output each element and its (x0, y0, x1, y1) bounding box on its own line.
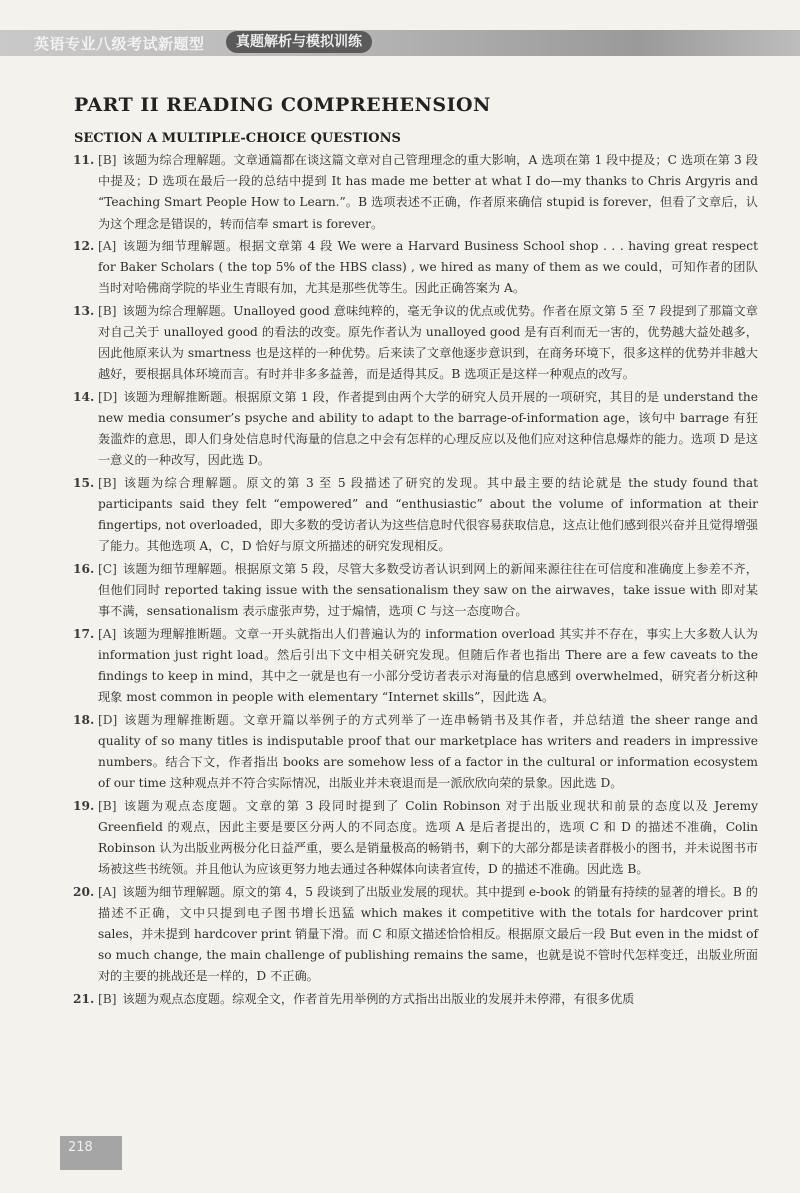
question-number: 15. (73, 475, 95, 490)
answer-key: [A] (98, 884, 117, 899)
explanation: 该题为理解推断题。文章一开头就指出人们普遍认为的 information overload 其实并不存在，事实上大多数人认为 information just right load。然后引出下文中相关研究发现。但随后作者也指出 There are a few caveats to the findings to keep in mind，其中之一就是也有一小部分受访者表示对海量的信息感到 overwhelmed，研究者分析这种现象 most common in people with elementary “Internet skills”，因此选 A。 (98, 626, 758, 705)
book-subtitle-tab: 真题解析与模拟训练 (226, 31, 372, 53)
question-number: 21. (73, 991, 95, 1006)
running-header (0, 0, 800, 70)
explanation: 该题为综合理解题。文章通篇都在谈这篇文章对自己管理理念的重大影响，A 选项在第 1 段中提及；C 选项在第 3 段中提及；D 选项在最后一段的总结中提到 It has made me better at what I do—my thanks to Chris Argyris and “Teaching Smart People How to Learn.”。B 选项表述不正确，作者原来确信 stupid is forever，但看了文章后，认为这个理念是错误的，转而信奉 smart is forever。 (98, 153, 758, 231)
answer-item-20 (74, 882, 758, 988)
answer-item-18 (74, 710, 758, 795)
explanation: 该题为综合理解题。Unalloyed good 意味纯粹的，毫无争议的优点或优势。作者在原文第 5 至 7 段提到了那篇文章对自己关于 unalloyed good 的看法的改变。原先作者认为 unalloyed good 是有百利而无一害的，优势越大益处越多，因此他原来认为 smartness 也是这样的一种优势。后来读了文章他逐步意识到，在商务环境下，很多这样的优势并非越大越好，要根据具体环境而言。有时并非多多益善，而是适得其反。B 选项正是这样一种观点的改写。 (98, 303, 758, 382)
explanation: 该题为理解推断题。根据原文第 1 段，作者提到由两个大学的研究人员开展的一项研究，其目的是 understand the new media consumer’s psyche and ability to adapt to the barrage-of-information age，该句中 barrage 有狂轰滥炸的意思，即人们身处信息时代海量的信息之中会有怎样的心理反应以及他们应对这种信息爆炸的能力。选项 D 是这一意义的一种改写，因此选 D。 (98, 389, 758, 468)
answer-item-19 (74, 796, 758, 881)
answer-key: [A] (98, 626, 117, 641)
answer-key: [A] (98, 239, 117, 253)
answer-item-21 (74, 989, 758, 1010)
answer-key: [B] (98, 991, 117, 1006)
question-number: 11. (73, 153, 95, 167)
question-number: 13. (73, 303, 95, 318)
question-number: 19. (73, 798, 95, 813)
book-title: 英语专业八级考试新题型 (34, 35, 205, 53)
answer-key: [B] (98, 798, 117, 813)
answer-key: [D] (98, 712, 118, 727)
answer-key: [B] (98, 475, 117, 490)
answer-key: [B] (98, 153, 117, 167)
answer-item-16 (74, 559, 758, 623)
explanation: 该题为综合理解题。原文的第 3 至 5 段描述了研究的发现。其中最主要的结论就是 the study found that participants said they felt “empowered” and “enthusiastic” about the volume of information at their fingertips, not overloaded，即大多数的受访者认为这些信息时代很容易获取信息，这点让他们感到很兴奋并且觉得增强了能力。其他选项 A，C，D 恰好与原文所描述的研究发现相反。 (98, 475, 758, 554)
question-number: 14. (73, 389, 95, 404)
answer-item-12 (74, 236, 758, 300)
answer-list (74, 150, 758, 1011)
answer-item-14 (74, 387, 758, 472)
answer-item-17 (74, 624, 758, 709)
question-number: 17. (73, 626, 95, 641)
answer-key: [B] (98, 303, 117, 318)
question-number: 12. (73, 239, 95, 253)
explanation: 该题为细节理解题。根据文章第 4 段 We were a Harvard Business School shop . . . having great respect for Baker Scholars ( the top 5% of the HBS class) , we hired as many of them as we could，可知作者的团队当时对哈佛商学院的毕业生青眼有加，尤其是那些优等生。因此正确答案为 A。 (98, 239, 758, 296)
explanation: 该题为观点态度题。文章的第 3 段同时提到了 Colin Robinson 对于出版业现状和前景的态度以及 Jeremy Greenfield 的观点，因此主要是要区分两人的不同态度。选项 A 是后者提出的，选项 C 和 D 的描述不准确，Colin Robinson 认为出版业两极分化日益严重，要么是销量极高的畅销书，剩下的大部分都是读者群极小的图书，并未说图书市场被这些书统领。并且他认为应该更努力地去通过各种媒体向读者宣传，D 的描述不准确。因此选 B。 (98, 798, 758, 877)
question-number: 20. (73, 884, 95, 899)
answer-key: [C] (98, 561, 117, 576)
part-title: PART II READING COMPREHENSION (74, 94, 491, 116)
explanation: 该题为细节理解题。原文的第 4，5 段谈到了出版业发展的现状。其中提到 e-book 的销量有持续的显著的增长。B 的描述不正确，文中只提到电子图书增长迅猛 which makes it competitive with the totals for hardcover print sales，并未提到 hardcover print 销量下滑。而 C 和原文描述恰恰相反。根据原文最后一段 But even in the midst of so much change, the main challenge of publishing remains the same，也就是说不管时代怎样变迁，出版业所面对的主要的挑战还是一样的，D 不正确。 (98, 884, 758, 984)
explanation: 该题为理解推断题。文章开篇以举例子的方式列举了一连串畅销书及其作者，并总结道 the sheer range and quality of so many titles is indisputable proof that our marketplace has writers and readers in impressive numbers。结合下文，作者指出 books are somehow less of a factor in the cultural or information ecosystem of our time 这种观点并不符合实际情况，出版业并未衰退而是一派欣欣向荣的景象。因此选 D。 (98, 712, 758, 791)
explanation: 该题为观点态度题。综观全文，作者首先用举例的方式指出出版业的发展并未停滞，有很多优质 (122, 991, 635, 1006)
answer-item-15 (74, 473, 758, 558)
answer-item-11 (74, 150, 758, 235)
question-number: 18. (73, 712, 95, 727)
answer-key: [D] (98, 389, 118, 404)
question-number: 16. (73, 561, 95, 576)
page-number: 218 (68, 1140, 93, 1155)
answer-item-13 (74, 301, 758, 386)
section-title: SECTION A MULTIPLE-CHOICE QUESTIONS (74, 131, 401, 146)
explanation: 该题为细节理解题。根据原文第 5 段，尽管大多数受访者认识到网上的新闻来源往往在可信度和准确度上参差不齐，但他们同时 reported taking issue with the sensationalism they saw on the airwaves，take issue with 即对某事不满，sensationalism 表示虚张声势，过于煽情，选项 C 与这一态度吻合。 (98, 561, 758, 619)
